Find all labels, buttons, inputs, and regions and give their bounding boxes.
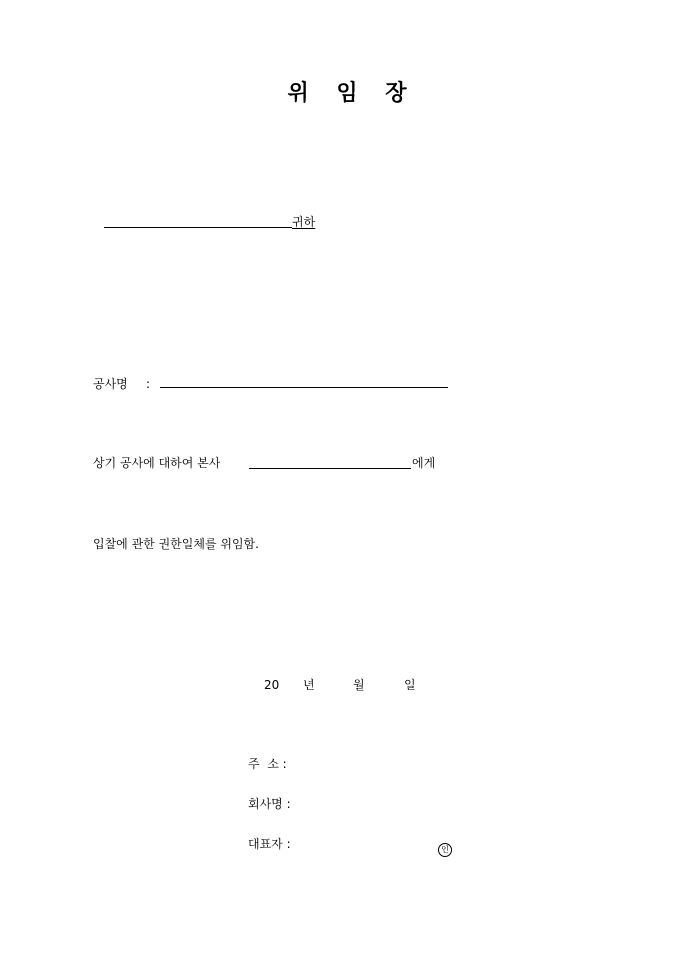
delegation-statement: 입찰에 관한 권한일체를 위임함. (93, 537, 259, 551)
address-label: 주 소 : (248, 757, 287, 771)
date-year-prefix: 20 (264, 678, 280, 692)
seal-mark-icon (438, 837, 452, 857)
delegation-suffix: 에게 (412, 456, 436, 470)
project-colon: : (146, 377, 151, 391)
date-year-label: 년 (303, 678, 315, 692)
recipient-suffix: 귀하 (292, 215, 316, 229)
document-title: 위 임 장 (287, 80, 417, 106)
delegation-prefix: 상기 공사에 대하여 본사 (93, 456, 221, 470)
project-label: 공사명 (93, 377, 128, 391)
date-month-label: 월 (353, 678, 365, 692)
delegate-blank-line (249, 468, 411, 469)
project-blank-line (160, 387, 448, 388)
company-name-label: 회사명 : (248, 797, 291, 811)
date-day-label: 일 (404, 678, 416, 692)
representative-label: 대표자 : (248, 837, 291, 851)
recipient-blank-line (104, 227, 292, 228)
seal-mark-text: 인 (438, 843, 452, 857)
